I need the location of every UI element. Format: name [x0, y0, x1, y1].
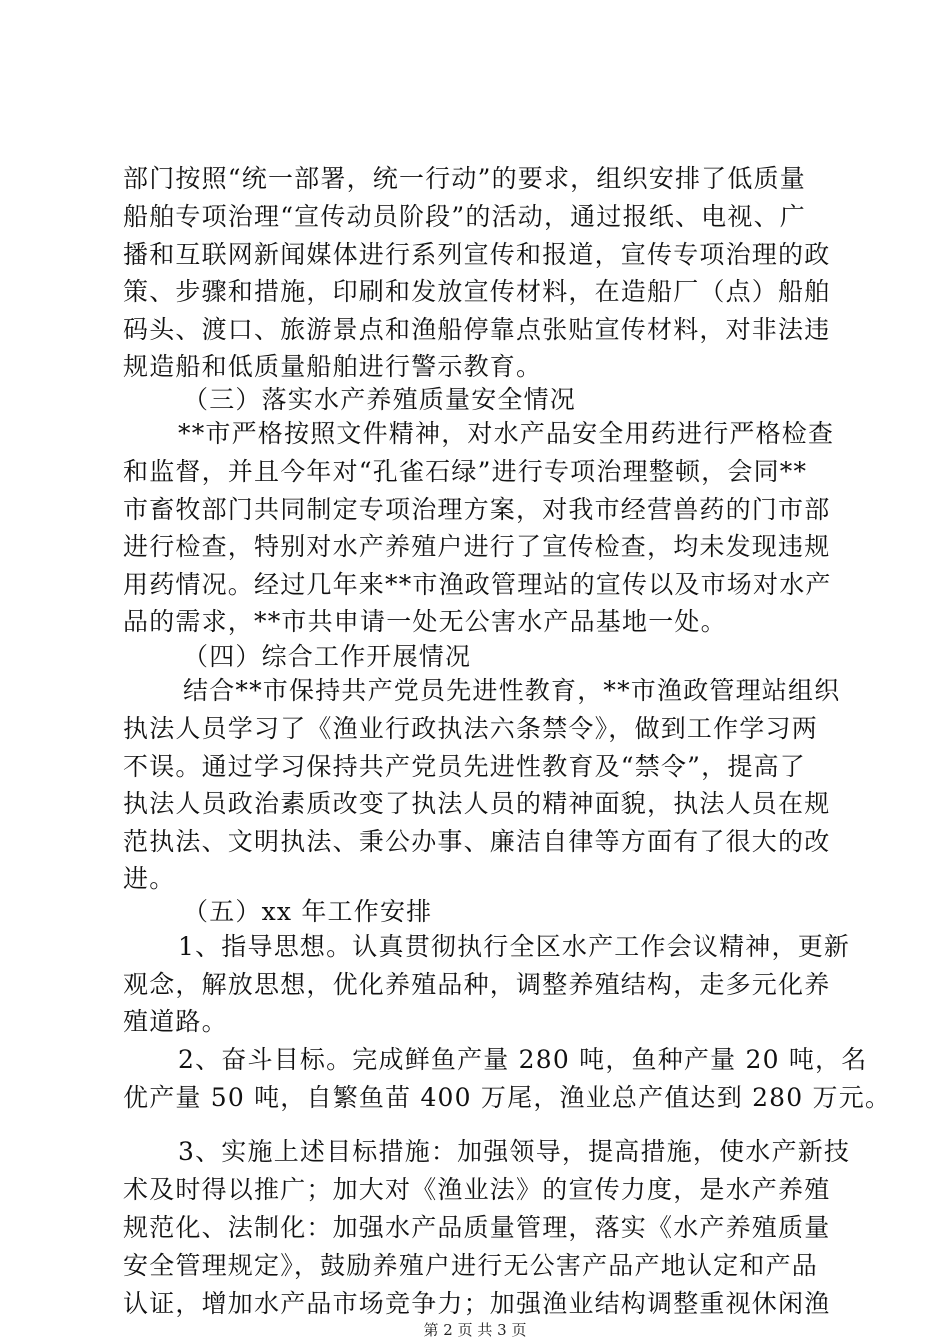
body-text-line: 认证，增加水产品市场竞争力；加强渔业结构调整重视休闲渔	[123, 1289, 831, 1318]
page-number-footer: 第 2 页 共 3 页	[423, 1321, 527, 1339]
body-text-line: 品的需求，**市共申请一处无公害水产品基地一处。	[123, 607, 727, 636]
section-heading: （三）落实水产养殖质量安全情况	[183, 385, 577, 414]
paragraph-first-line: 结合**市保持共产党员先进性教育，**市渔政管理站组织	[183, 676, 841, 705]
body-text-line: 部门按照“统一部署，统一行动”的要求，组织安排了低质量	[123, 164, 806, 193]
body-text-line: 殖道路。	[123, 1007, 228, 1036]
body-text-line: 进行检查，特别对水产养殖户进行了宣传检查，均未发现违规	[123, 532, 831, 561]
section-heading: （四）综合工作开展情况	[183, 642, 472, 671]
body-text-line: 和监督，并且今年对“孔雀石绿”进行专项治理整顿，会同**	[123, 457, 808, 486]
body-text-line: 不误。通过学习保持共产党员先进性教育及“禁令”，提高了	[123, 752, 806, 781]
paragraph-first-line: **市严格按照文件精神，对水产品安全用药进行严格检查	[178, 419, 835, 448]
paragraph-first-line: 3、实施上述目标措施：加强领导，提高措施，使水产新技	[178, 1137, 851, 1166]
body-text-line: 码头、渡口、旅游景点和渔船停靠点张贴宣传材料，对非法违	[123, 315, 831, 344]
body-text-line: 术及时得以推广；加大对《渔业法》的宣传力度，是水产养殖	[123, 1175, 831, 1204]
body-text-line: 规范化、法制化：加强水产品质量管理，落实《水产养殖质量	[123, 1213, 831, 1242]
paragraph-first-line: 1、指导思想。认真贯彻执行全区水产工作会议精神，更新	[178, 932, 851, 961]
body-text-line: 执法人员政治素质改变了执法人员的精神面貌，执法人员在规	[123, 789, 831, 818]
body-text-line: 进。	[123, 864, 176, 893]
body-text-line: 执法人员学习了《渔业行政执法六条禁令》，做到工作学习两	[123, 714, 818, 743]
body-text-line: 优产量 50 吨，自繁鱼苗 400 万尾，渔业总产值达到 280 万元。	[123, 1083, 892, 1112]
body-text-line: 船舶专项治理“宣传动员阶段”的活动，通过报纸、电视、广	[123, 202, 806, 231]
body-text-line: 市畜牧部门共同制定专项治理方案，对我市经营兽药的门市部	[123, 495, 831, 524]
section-heading: （五）xx 年工作安排	[183, 897, 433, 926]
body-text-line: 观念，解放思想，优化养殖品种，调整养殖结构，走多元化养	[123, 970, 831, 999]
body-text-line: 播和互联网新闻媒体进行系列宣传和报道，宣传专项治理的政	[123, 240, 831, 269]
body-text-line: 策、步骤和措施，印刷和发放宣传材料，在造船厂（点）船舶	[123, 277, 831, 306]
body-text-line: 安全管理规定》，鼓励养殖户进行无公害产品产地认定和产品	[123, 1251, 818, 1280]
body-text-line: 规造船和低质量船舶进行警示教育。	[123, 352, 543, 381]
body-text-line: 范执法、文明执法、秉公办事、廉洁自律等方面有了很大的改	[123, 827, 831, 856]
paragraph-first-line: 2、奋斗目标。完成鲜鱼产量 280 吨，鱼种产量 20 吨，名	[178, 1045, 868, 1074]
body-text-line: 用药情况。经过几年来**市渔政管理站的宣传以及市场对水产	[123, 570, 832, 599]
